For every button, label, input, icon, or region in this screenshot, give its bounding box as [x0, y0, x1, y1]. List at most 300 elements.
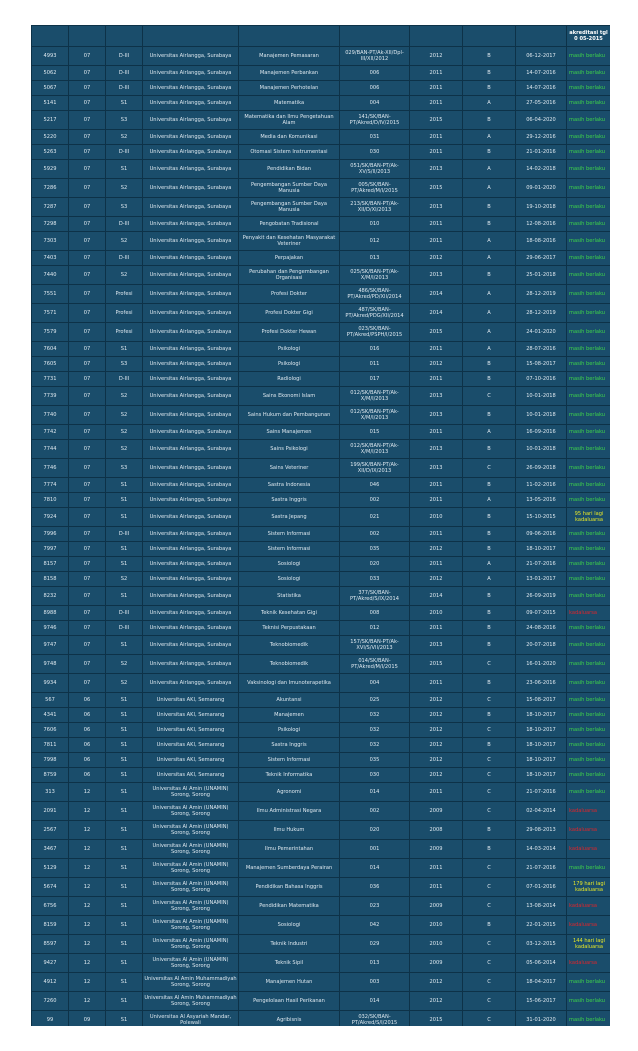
cell-kadaluarsa: 29-08-2013 [516, 821, 567, 840]
cell-kadaluarsa: 14-03-2014 [516, 840, 567, 859]
cell-tahun: 2012 [410, 708, 463, 723]
table-row [32, 478, 611, 493]
cell-tahun: 2011 [410, 81, 463, 96]
cell-wilayah: 12 [69, 992, 106, 1011]
cell-perguruan-tinggi: Universitas Airlangga, Surabaya [143, 323, 239, 342]
cell-kadaluarsa: 05-06-2014 [516, 954, 567, 973]
cell-kadaluarsa: 06-04-2020 [516, 111, 567, 130]
cell-status: masih berlaku [567, 47, 611, 66]
cell-program-studi: Sastra Inggris [239, 493, 340, 508]
cell-wilayah: 07 [69, 198, 106, 217]
table-row [32, 160, 611, 179]
cell-sk: 042 [340, 916, 410, 935]
cell-wilayah: 07 [69, 111, 106, 130]
table-row [32, 66, 611, 81]
cell-perguruan-tinggi: Universitas Airlangga, Surabaya [143, 217, 239, 232]
cell-kadaluarsa: 14-07-2016 [516, 81, 567, 96]
cell-status: masih berlaku [567, 440, 611, 459]
table-row [32, 783, 611, 802]
cell-program-studi: Manajemen Perbankan [239, 66, 340, 81]
cell-status: masih berlaku [567, 425, 611, 440]
cell-program-studi: Sains Manajemen [239, 425, 340, 440]
cell-perguruan-tinggi: Universitas AKI, Semarang [143, 738, 239, 753]
cell-program-studi: Matematika [239, 96, 340, 111]
cell-tahun: 2011 [410, 342, 463, 357]
cell-jenjang: S2 [106, 406, 143, 425]
cell-jenjang: S1 [106, 859, 143, 878]
cell-wilayah: 07 [69, 440, 106, 459]
cell-kode: 7997 [32, 542, 69, 557]
table-row [32, 954, 611, 973]
cell-wilayah: 07 [69, 508, 106, 527]
cell-peringkat: B [463, 266, 516, 285]
cell-sk: 006 [340, 81, 410, 96]
cell-kode: 7260 [32, 992, 69, 1011]
cell-wilayah: 12 [69, 840, 106, 859]
cell-program-studi: Media dan Komunikasi [239, 130, 340, 145]
cell-kode: 7810 [32, 493, 69, 508]
cell-wilayah: 07 [69, 285, 106, 304]
cell-status: masih berlaku [567, 859, 611, 878]
cell-status: masih berlaku [567, 323, 611, 342]
cell-peringkat: B [463, 47, 516, 66]
cell-perguruan-tinggi: Universitas Al Amin (UNAMIN) Sorong, Sorong [143, 954, 239, 973]
cell-sk: 029 [340, 935, 410, 954]
cell-jenjang: S3 [106, 111, 143, 130]
cell-tahun: 2011 [410, 527, 463, 542]
cell-tahun: 2012 [410, 723, 463, 738]
cell-jenjang: S2 [106, 440, 143, 459]
cell-peringkat: B [463, 916, 516, 935]
cell-sk: 004 [340, 674, 410, 693]
cell-kadaluarsa: 15-10-2015 [516, 508, 567, 527]
cell-sk: 036 [340, 878, 410, 897]
cell-jenjang: S1 [106, 753, 143, 768]
cell-tahun: 2011 [410, 96, 463, 111]
cell-kadaluarsa: 29-06-2017 [516, 251, 567, 266]
cell-kode: 7746 [32, 459, 69, 478]
cell-kadaluarsa: 24-08-2016 [516, 621, 567, 636]
cell-tahun: 2011 [410, 859, 463, 878]
cell-tahun: 2015 [410, 111, 463, 130]
cell-program-studi: Teknobiomedik [239, 655, 340, 674]
cell-jenjang: S2 [106, 179, 143, 198]
cell-peringkat: B [463, 478, 516, 493]
cell-wilayah: 07 [69, 145, 106, 160]
cell-peringkat: A [463, 557, 516, 572]
cell-kadaluarsa: 18-10-2017 [516, 708, 567, 723]
cell-program-studi: Manajemen Perhotelan [239, 81, 340, 96]
cell-wilayah: 07 [69, 459, 106, 478]
cell-wilayah: 09 [69, 1011, 106, 1027]
cell-jenjang: Profesi [106, 304, 143, 323]
cell-perguruan-tinggi: Universitas Airlangga, Surabaya [143, 96, 239, 111]
cell-peringkat: B [463, 66, 516, 81]
cell-jenjang: S1 [106, 954, 143, 973]
cell-perguruan-tinggi: Universitas Airlangga, Surabaya [143, 145, 239, 160]
cell-program-studi: Teknobiomedik [239, 636, 340, 655]
cell-wilayah: 12 [69, 878, 106, 897]
cell-jenjang: S2 [106, 232, 143, 251]
cell-wilayah: 07 [69, 406, 106, 425]
cell-perguruan-tinggi: Universitas Airlangga, Surabaya [143, 47, 239, 66]
cell-program-studi: Teknisi Perpustakaan [239, 621, 340, 636]
cell-kode: 4912 [32, 973, 69, 992]
cell-perguruan-tinggi: Universitas Al Amin (UNAMIN) Sorong, Sorong [143, 859, 239, 878]
cell-kadaluarsa: 21-07-2016 [516, 557, 567, 572]
cell-peringkat: A [463, 304, 516, 323]
cell-sk: 004 [340, 96, 410, 111]
cell-tahun: 2011 [410, 130, 463, 145]
cell-kadaluarsa: 18-10-2017 [516, 723, 567, 738]
cell-sk: 006 [340, 66, 410, 81]
cell-sk: 012/SK/BAN-PT/Ak-X/M/I/2013 [340, 440, 410, 459]
table-row [32, 342, 611, 357]
cell-kode: 7286 [32, 179, 69, 198]
cell-program-studi: Manajemen Hutan [239, 973, 340, 992]
cell-wilayah: 07 [69, 217, 106, 232]
cell-peringkat: C [463, 954, 516, 973]
cell-kode: 7579 [32, 323, 69, 342]
cell-program-studi: Psikologi [239, 723, 340, 738]
cell-jenjang: S1 [106, 96, 143, 111]
cell-sk: 033 [340, 572, 410, 587]
cell-peringkat: B [463, 357, 516, 372]
cell-status: 95 hari lagi kadaluarsa [567, 508, 611, 527]
cell-program-studi: Agronomi [239, 783, 340, 802]
cell-peringkat: B [463, 198, 516, 217]
cell-sk: 012/SK/BAN-PT/Ak-X/M/I/2013 [340, 387, 410, 406]
cell-tahun: 2015 [410, 1011, 463, 1027]
cell-tahun: 2015 [410, 655, 463, 674]
cell-program-studi: Pengembangan Sumber Daya Manusia [239, 179, 340, 198]
cell-jenjang: S1 [106, 973, 143, 992]
cell-kode: 7403 [32, 251, 69, 266]
cell-program-studi: Psikologi [239, 357, 340, 372]
cell-status: masih berlaku [567, 266, 611, 285]
cell-kode: 7605 [32, 357, 69, 372]
cell-perguruan-tinggi: Universitas Airlangga, Surabaya [143, 587, 239, 606]
cell-wilayah: 07 [69, 674, 106, 693]
cell-peringkat: B [463, 111, 516, 130]
cell-kadaluarsa: 15-08-2017 [516, 357, 567, 372]
cell-program-studi: Teknik Kesehatan Gigi [239, 606, 340, 621]
cell-kadaluarsa: 20-07-2018 [516, 636, 567, 655]
cell-wilayah: 06 [69, 708, 106, 723]
cell-sk: 002 [340, 802, 410, 821]
cell-kode: 7774 [32, 478, 69, 493]
cell-peringkat: B [463, 606, 516, 621]
cell-tahun: 2013 [410, 459, 463, 478]
cell-program-studi: Pengobatan Tradisional [239, 217, 340, 232]
cell-peringkat: A [463, 96, 516, 111]
cell-kode: 7744 [32, 440, 69, 459]
cell-perguruan-tinggi: Universitas Airlangga, Surabaya [143, 542, 239, 557]
cell-program-studi: Agribisnis [239, 1011, 340, 1027]
cell-kode: 4993 [32, 47, 69, 66]
cell-kadaluarsa: 06-12-2017 [516, 47, 567, 66]
cell-status: masih berlaku [567, 232, 611, 251]
cell-tahun: 2012 [410, 768, 463, 783]
table-row [32, 621, 611, 636]
cell-sk: 012/SK/BAN-PT/Ak-X/M/I/2013 [340, 406, 410, 425]
cell-sk: 035 [340, 753, 410, 768]
table-row [32, 232, 611, 251]
table-row [32, 708, 611, 723]
cell-jenjang: S2 [106, 572, 143, 587]
cell-sk: 157/SK/BAN-PT/Ak-XVI/S/VII/2013 [340, 636, 410, 655]
cell-jenjang: S2 [106, 655, 143, 674]
cell-tahun: 2011 [410, 557, 463, 572]
cell-wilayah: 07 [69, 357, 106, 372]
cell-kode: 5129 [32, 859, 69, 878]
cell-status: masih berlaku [567, 542, 611, 557]
cell-kadaluarsa: 21-07-2016 [516, 783, 567, 802]
cell-wilayah: 07 [69, 304, 106, 323]
cell-perguruan-tinggi: Universitas AKI, Semarang [143, 693, 239, 708]
cell-kadaluarsa: 26-09-2018 [516, 459, 567, 478]
cell-kode: 7731 [32, 372, 69, 387]
cell-perguruan-tinggi: Universitas Airlangga, Surabaya [143, 621, 239, 636]
cell-jenjang: D-III [106, 527, 143, 542]
cell-sk: 012 [340, 232, 410, 251]
cell-peringkat: B [463, 636, 516, 655]
cell-tahun: 2013 [410, 198, 463, 217]
cell-kode: 8158 [32, 572, 69, 587]
accreditation-date-header: akreditasi tgl 0 05-2015 [567, 26, 611, 47]
cell-tahun: 2011 [410, 217, 463, 232]
table-row [32, 738, 611, 753]
cell-program-studi: Manajemen [239, 708, 340, 723]
cell-tahun: 2011 [410, 674, 463, 693]
cell-perguruan-tinggi: Universitas Al Amin (UNAMIN) Sorong, Sorong [143, 840, 239, 859]
cell-status: masih berlaku [567, 130, 611, 145]
table-row [32, 130, 611, 145]
cell-tahun: 2013 [410, 160, 463, 179]
cell-status: masih berlaku [567, 768, 611, 783]
cell-wilayah: 12 [69, 973, 106, 992]
cell-jenjang: S2 [106, 425, 143, 440]
table-row [32, 935, 611, 954]
cell-sk: 016 [340, 342, 410, 357]
cell-kadaluarsa: 18-10-2017 [516, 738, 567, 753]
cell-wilayah: 07 [69, 542, 106, 557]
cell-peringkat: C [463, 459, 516, 478]
cell-jenjang: S1 [106, 342, 143, 357]
cell-perguruan-tinggi: Universitas Airlangga, Surabaya [143, 160, 239, 179]
cell-status: masih berlaku [567, 992, 611, 1011]
cell-program-studi: Sains Ekonomi Islam [239, 387, 340, 406]
cell-status: masih berlaku [567, 357, 611, 372]
cell-kadaluarsa: 23-06-2016 [516, 674, 567, 693]
cell-jenjang: S1 [106, 708, 143, 723]
cell-perguruan-tinggi: Universitas Airlangga, Surabaya [143, 459, 239, 478]
cell-wilayah: 07 [69, 587, 106, 606]
cell-status: masih berlaku [567, 783, 611, 802]
cell-jenjang: S1 [106, 821, 143, 840]
cell-jenjang: S1 [106, 897, 143, 916]
table-row [32, 859, 611, 878]
cell-jenjang: S1 [106, 493, 143, 508]
cell-perguruan-tinggi: Universitas Al Amin (UNAMIN) Sorong, Sorong [143, 935, 239, 954]
cell-kode: 8988 [32, 606, 69, 621]
cell-status: masih berlaku [567, 973, 611, 992]
cell-perguruan-tinggi: Universitas Airlangga, Surabaya [143, 425, 239, 440]
table-row [32, 508, 611, 527]
cell-perguruan-tinggi: Universitas Airlangga, Surabaya [143, 674, 239, 693]
cell-status: masih berlaku [567, 527, 611, 542]
cell-kode: 7998 [32, 753, 69, 768]
cell-status: masih berlaku [567, 179, 611, 198]
cell-jenjang: D-III [106, 621, 143, 636]
cell-kadaluarsa: 16-01-2020 [516, 655, 567, 674]
cell-peringkat: C [463, 935, 516, 954]
table-row [32, 493, 611, 508]
cell-sk: 199/SK/BAN-PT/Ak-XII/D/IX/2013 [340, 459, 410, 478]
cell-jenjang: S1 [106, 160, 143, 179]
cell-status: masih berlaku [567, 655, 611, 674]
cell-jenjang: S3 [106, 459, 143, 478]
cell-kode: 3467 [32, 840, 69, 859]
cell-wilayah: 07 [69, 478, 106, 493]
cell-kadaluarsa: 28-12-2019 [516, 285, 567, 304]
cell-kode: 2091 [32, 802, 69, 821]
cell-status: masih berlaku [567, 621, 611, 636]
cell-wilayah: 12 [69, 802, 106, 821]
cell-kadaluarsa: 28-12-2019 [516, 304, 567, 323]
cell-perguruan-tinggi: Universitas Airlangga, Surabaya [143, 508, 239, 527]
cell-wilayah: 12 [69, 897, 106, 916]
cell-wilayah: 12 [69, 954, 106, 973]
cell-tahun: 2009 [410, 897, 463, 916]
cell-jenjang: S1 [106, 1011, 143, 1027]
cell-kadaluarsa: 18-10-2017 [516, 768, 567, 783]
cell-sk: 017 [340, 372, 410, 387]
table-row [32, 723, 611, 738]
cell-program-studi: Ilmu Administrasi Negara [239, 802, 340, 821]
cell-sk: 032/SK/BAN-PT/Akred/S/I/2015 [340, 1011, 410, 1027]
cell-peringkat: B [463, 542, 516, 557]
cell-sk: 030 [340, 145, 410, 160]
cell-status: masih berlaku [567, 406, 611, 425]
cell-wilayah: 12 [69, 783, 106, 802]
cell-status: masih berlaku [567, 478, 611, 493]
cell-sk: 486/SK/BAN-PT/Akred/PD/XII/2014 [340, 285, 410, 304]
cell-tahun: 2009 [410, 802, 463, 821]
cell-sk: 003 [340, 973, 410, 992]
cell-sk: 046 [340, 478, 410, 493]
cell-perguruan-tinggi: Universitas Airlangga, Surabaya [143, 636, 239, 655]
cell-wilayah: 07 [69, 66, 106, 81]
cell-wilayah: 07 [69, 636, 106, 655]
cell-kode: 8159 [32, 916, 69, 935]
cell-tahun: 2010 [410, 508, 463, 527]
cell-peringkat: C [463, 802, 516, 821]
cell-kode: 7604 [32, 342, 69, 357]
cell-kode: 7303 [32, 232, 69, 251]
cell-perguruan-tinggi: Universitas Al Amin (UNAMIN) Sorong, Sorong [143, 878, 239, 897]
table-row [32, 636, 611, 655]
cell-status: masih berlaku [567, 753, 611, 768]
cell-kadaluarsa: 09-01-2020 [516, 179, 567, 198]
cell-kode: 7996 [32, 527, 69, 542]
cell-wilayah: 07 [69, 251, 106, 266]
cell-sk: 002 [340, 527, 410, 542]
cell-perguruan-tinggi: Universitas Airlangga, Surabaya [143, 232, 239, 251]
cell-kadaluarsa: 22-01-2015 [516, 916, 567, 935]
cell-kadaluarsa: 27-05-2016 [516, 96, 567, 111]
cell-kadaluarsa: 18-10-2017 [516, 542, 567, 557]
cell-tahun: 2014 [410, 285, 463, 304]
cell-tahun: 2011 [410, 493, 463, 508]
cell-tahun: 2012 [410, 542, 463, 557]
cell-jenjang: S1 [106, 738, 143, 753]
cell-wilayah: 07 [69, 130, 106, 145]
cell-perguruan-tinggi: Universitas Airlangga, Surabaya [143, 572, 239, 587]
cell-peringkat: B [463, 372, 516, 387]
cell-program-studi: Pendidikan Bidan [239, 160, 340, 179]
cell-status: masih berlaku [567, 693, 611, 708]
cell-sk: 008 [340, 606, 410, 621]
cell-status: masih berlaku [567, 572, 611, 587]
cell-sk: 012 [340, 621, 410, 636]
cell-wilayah: 07 [69, 232, 106, 251]
cell-program-studi: Ilmu Pemerintahan [239, 840, 340, 859]
cell-status: masih berlaku [567, 587, 611, 606]
cell-sk: 023/SK/BAN-PT/Akred/PSPH/I/2015 [340, 323, 410, 342]
cell-kadaluarsa: 18-04-2017 [516, 973, 567, 992]
table-row [32, 878, 611, 897]
cell-sk: 030 [340, 768, 410, 783]
cell-kode: 7742 [32, 425, 69, 440]
cell-tahun: 2015 [410, 179, 463, 198]
cell-peringkat: A [463, 425, 516, 440]
cell-perguruan-tinggi: Universitas Airlangga, Surabaya [143, 655, 239, 674]
cell-peringkat: A [463, 251, 516, 266]
cell-kadaluarsa: 14-02-2018 [516, 160, 567, 179]
cell-wilayah: 06 [69, 723, 106, 738]
cell-kode: 5062 [32, 66, 69, 81]
table-row [32, 304, 611, 323]
cell-wilayah: 07 [69, 493, 106, 508]
cell-sk: 377/SK/BAN-PT/Akred/S/IX/2014 [340, 587, 410, 606]
cell-tahun: 2010 [410, 935, 463, 954]
cell-status: masih berlaku [567, 493, 611, 508]
cell-program-studi: Teknik Sipil [239, 954, 340, 973]
table-row [32, 266, 611, 285]
cell-program-studi: Profesi Dokter [239, 285, 340, 304]
table-row [32, 897, 611, 916]
cell-perguruan-tinggi: Universitas Airlangga, Surabaya [143, 527, 239, 542]
cell-perguruan-tinggi: Universitas Airlangga, Surabaya [143, 285, 239, 304]
table-row [32, 217, 611, 232]
cell-jenjang: D-III [106, 47, 143, 66]
cell-tahun: 2015 [410, 323, 463, 342]
table-row [32, 542, 611, 557]
cell-jenjang: S1 [106, 723, 143, 738]
cell-perguruan-tinggi: Universitas Airlangga, Surabaya [143, 372, 239, 387]
table-row [32, 459, 611, 478]
cell-kode: 5929 [32, 160, 69, 179]
cell-perguruan-tinggi: Universitas Airlangga, Surabaya [143, 66, 239, 81]
cell-peringkat: B [463, 738, 516, 753]
cell-sk: 014 [340, 783, 410, 802]
cell-status: masih berlaku [567, 557, 611, 572]
cell-wilayah: 07 [69, 621, 106, 636]
cell-peringkat: C [463, 897, 516, 916]
cell-wilayah: 06 [69, 768, 106, 783]
cell-kode: 9747 [32, 636, 69, 655]
